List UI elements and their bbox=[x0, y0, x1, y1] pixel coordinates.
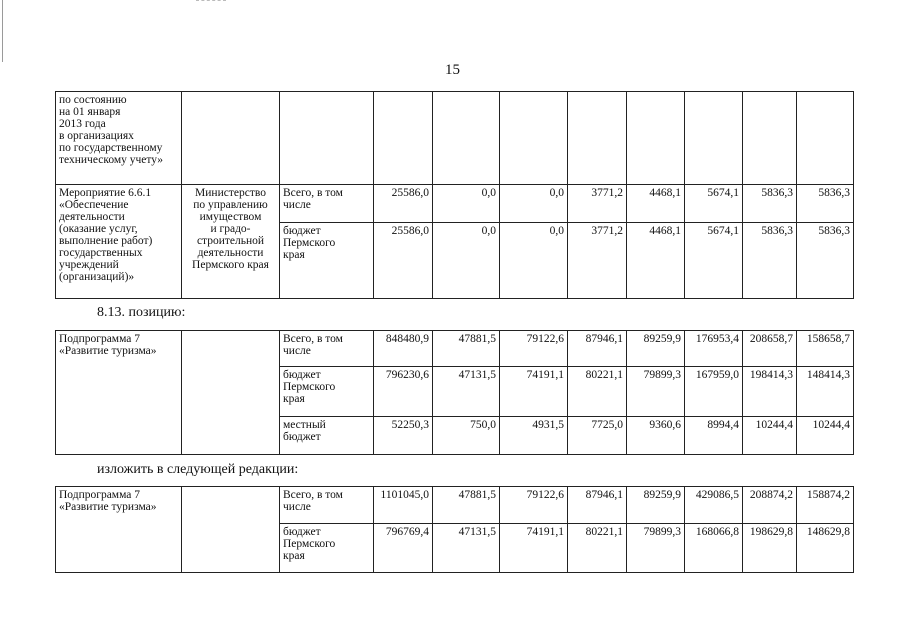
value-cell: 3771,2 bbox=[568, 223, 627, 299]
financing-table-position bbox=[55, 330, 854, 455]
source-cell: Всего, в том числе bbox=[280, 185, 374, 223]
page-margin-line bbox=[2, 0, 3, 62]
value-cell: 158874,2 bbox=[797, 487, 854, 524]
value-cell: 198414,3 bbox=[743, 367, 797, 417]
value-cell: 89259,9 bbox=[627, 331, 685, 367]
value-cell: 848480,9 bbox=[374, 331, 433, 367]
value-cell: 198629,8 bbox=[743, 524, 797, 573]
caption-position: 8.13. позицию: bbox=[97, 305, 186, 320]
value-cell: 79899,3 bbox=[627, 524, 685, 573]
program-name-cell: Подпрограмма 7 «Развитие туризма» bbox=[56, 487, 182, 573]
source-cell: бюджет Пермского края bbox=[280, 524, 374, 573]
value-cell: 47131,5 bbox=[433, 367, 500, 417]
program-name-cell: Подпрограмма 7 «Развитие туризма» bbox=[56, 331, 182, 455]
value-cell: 208874,2 bbox=[743, 487, 797, 524]
value-cell: 750,0 bbox=[433, 417, 500, 455]
value-cell: 5836,3 bbox=[797, 223, 854, 299]
value-cell: 80221,1 bbox=[568, 524, 627, 573]
value-cell: 4931,5 bbox=[500, 417, 568, 455]
page-number: 15 bbox=[445, 62, 460, 78]
caption-new-edition: изложить в следующей редакции: bbox=[97, 462, 299, 477]
value-cell: 80221,1 bbox=[568, 367, 627, 417]
value-cell: 5836,3 bbox=[743, 185, 797, 223]
value-cell: 5674,1 bbox=[685, 223, 743, 299]
value-cell: 148629,8 bbox=[797, 524, 854, 573]
table-row bbox=[56, 92, 854, 185]
value-cell: 5674,1 bbox=[685, 185, 743, 223]
value-cell: 429086,5 bbox=[685, 487, 743, 524]
table-row bbox=[56, 185, 854, 223]
value-cell: 0,0 bbox=[500, 185, 568, 223]
value-cell: 7725,0 bbox=[568, 417, 627, 455]
value-cell: 47881,5 bbox=[433, 331, 500, 367]
source-cell: Всего, в том числе bbox=[280, 331, 374, 367]
source-cell: бюджет Пермского края bbox=[280, 223, 374, 299]
value-cell: 89259,9 bbox=[627, 487, 685, 524]
financing-table-new bbox=[55, 486, 854, 573]
source-cell: бюджет Пермского края bbox=[280, 367, 374, 417]
value-cell: 10244,4 bbox=[797, 417, 854, 455]
value-cell: 167959,0 bbox=[685, 367, 743, 417]
value-cell: 0,0 bbox=[433, 223, 500, 299]
value-cell: 158658,7 bbox=[797, 331, 854, 367]
value-cell: 47881,5 bbox=[433, 487, 500, 524]
value-cell: 5836,3 bbox=[743, 223, 797, 299]
value-cell: 796769,4 bbox=[374, 524, 433, 573]
value-cell: 79122,6 bbox=[500, 487, 568, 524]
value-cell: 4468,1 bbox=[627, 223, 685, 299]
executor-cell bbox=[182, 487, 280, 573]
value-cell: 79899,3 bbox=[627, 367, 685, 417]
continued-text-cell: по состоянию на 01 января 2013 года в организациях по государственному техническому учету» bbox=[56, 92, 182, 185]
value-cell: 87946,1 bbox=[568, 331, 627, 367]
value-cell: 4468,1 bbox=[627, 185, 685, 223]
value-cell: 208658,7 bbox=[743, 331, 797, 367]
value-cell: 148414,3 bbox=[797, 367, 854, 417]
scan-artifact bbox=[196, 0, 226, 3]
activity-name-cell: Мероприятие 6.6.1 «Обеспечение деятельности (оказание услуг, выполнение работ) государственных учреждений (организаций)» bbox=[56, 185, 182, 299]
value-cell: 796230,6 bbox=[374, 367, 433, 417]
value-cell: 5836,3 bbox=[797, 185, 854, 223]
value-cell: 47131,5 bbox=[433, 524, 500, 573]
value-cell: 0,0 bbox=[433, 185, 500, 223]
executor-cell bbox=[182, 331, 280, 455]
value-cell: 176953,4 bbox=[685, 331, 743, 367]
value-cell: 1101045,0 bbox=[374, 487, 433, 524]
value-cell: 168066,8 bbox=[685, 524, 743, 573]
value-cell: 10244,4 bbox=[743, 417, 797, 455]
value-cell: 25586,0 bbox=[374, 185, 433, 223]
value-cell: 3771,2 bbox=[568, 185, 627, 223]
value-cell: 79122,6 bbox=[500, 331, 568, 367]
value-cell: 0,0 bbox=[500, 223, 568, 299]
financing-table-top bbox=[55, 91, 854, 299]
value-cell: 74191,1 bbox=[500, 524, 568, 573]
table-row bbox=[56, 487, 854, 524]
value-cell: 8994,4 bbox=[685, 417, 743, 455]
value-cell: 74191,1 bbox=[500, 367, 568, 417]
value-cell: 52250,3 bbox=[374, 417, 433, 455]
source-cell: Всего, в том числе bbox=[280, 487, 374, 524]
source-cell: местный бюджет bbox=[280, 417, 374, 455]
table-row bbox=[56, 331, 854, 367]
executor-cell: Министерство по управлению имуществом и градо- строительной деятельности Пермского края bbox=[182, 185, 280, 299]
value-cell: 25586,0 bbox=[374, 223, 433, 299]
value-cell: 87946,1 bbox=[568, 487, 627, 524]
value-cell: 9360,6 bbox=[627, 417, 685, 455]
